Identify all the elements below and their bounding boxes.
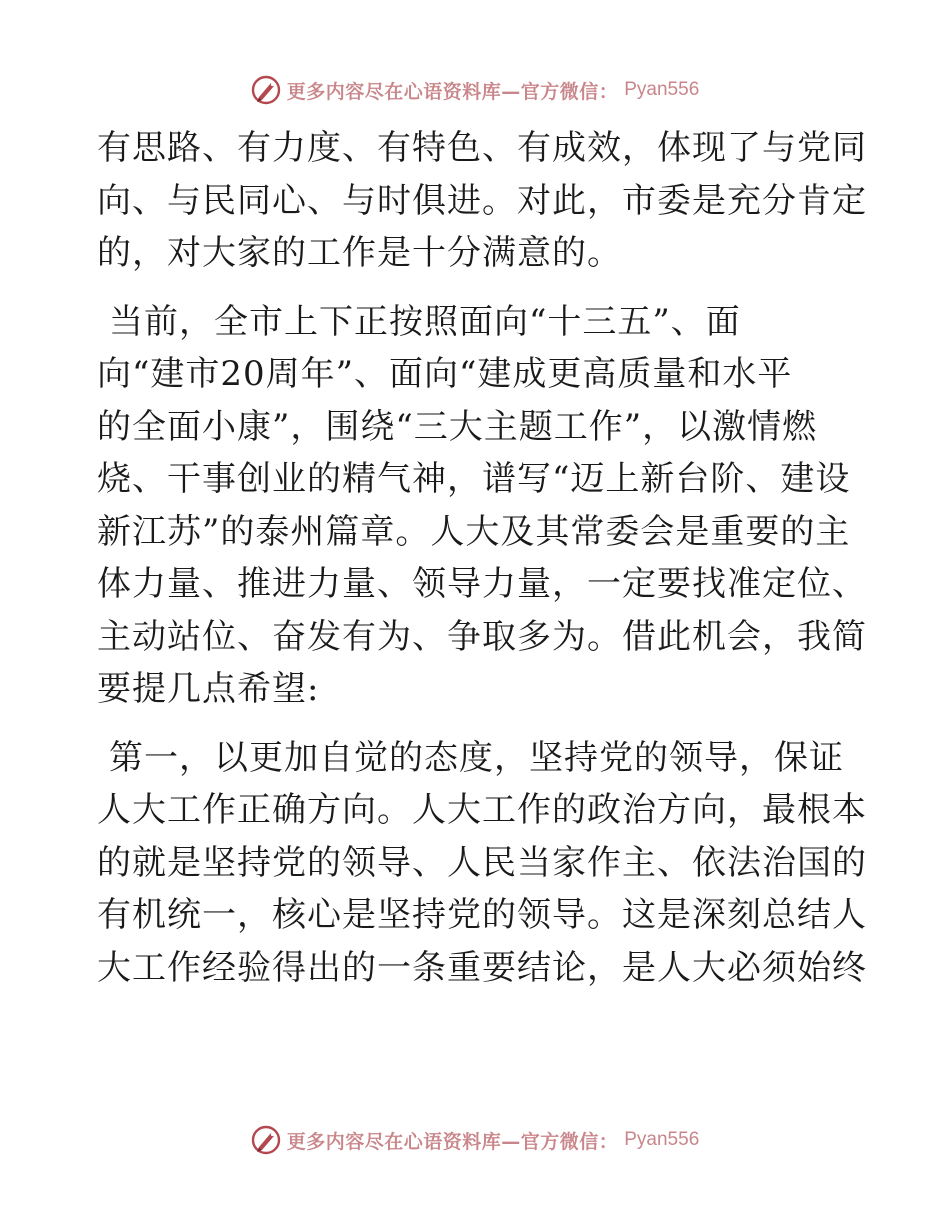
- watermark-text: 更多内容尽在心语资料库—官方微信：: [286, 80, 619, 103]
- text-line: 的，对大家的工作是十分满意的。: [97, 233, 622, 273]
- text-line: 体力量、推进力量、领导力量，一定要找准定位、: [97, 564, 867, 604]
- document-body: [97, 122, 867, 994]
- paragraph-1: [97, 122, 867, 280]
- text-line: 新江苏”的泰州篇章。人大及其常委会是重要的主: [97, 511, 851, 552]
- text-line: 当前，全市上下正按照面向“十三五”、面: [109, 301, 741, 342]
- pen-logo-icon: [251, 75, 281, 105]
- pen-logo-icon: [251, 1125, 281, 1155]
- watermark-account: Pyan556: [624, 1129, 700, 1150]
- watermark-account: Pyan556: [624, 79, 700, 100]
- text-line: 向“建市20周年”、面向“建成更高质量和水平: [97, 354, 793, 394]
- text-line: 烧、干事创业的精气神，谱写“迈上新台阶、建设: [97, 459, 851, 499]
- text-line: 有思路、有力度、有特色、有成效，体现了与党同: [97, 128, 867, 168]
- text-line: 大工作经验得出的一条重要结论，是人大必须始终: [97, 947, 867, 988]
- text-line: 人大工作正确方向。人大工作的政治方向，最根本: [97, 790, 867, 830]
- text-line: 向、与民同心、与时俱进。对此，市委是充分肯定: [97, 180, 867, 221]
- text-line: 要提几点希望:: [97, 669, 320, 709]
- text-line: 的就是坚持党的领导、人民当家作主、依法治国的: [97, 842, 867, 883]
- paragraph-2: [97, 296, 867, 716]
- watermark-text: 更多内容尽在心语资料库—官方微信：: [286, 1130, 619, 1153]
- paragraph-3: [97, 732, 867, 995]
- text-line: 有机统一，核心是坚持党的领导。这是深刻总结人: [97, 895, 867, 935]
- text-line: 第一，以更加自觉的态度，坚持党的领导，保证: [109, 737, 844, 778]
- header-watermark: [0, 70, 950, 110]
- footer-watermark: [0, 1120, 950, 1160]
- text-line: 主动站位、奋发有为、争取多为。借此机会，我简: [97, 616, 867, 657]
- text-line: 的全面小康”，围绕“三大主题工作”，以激情燃: [97, 406, 818, 447]
